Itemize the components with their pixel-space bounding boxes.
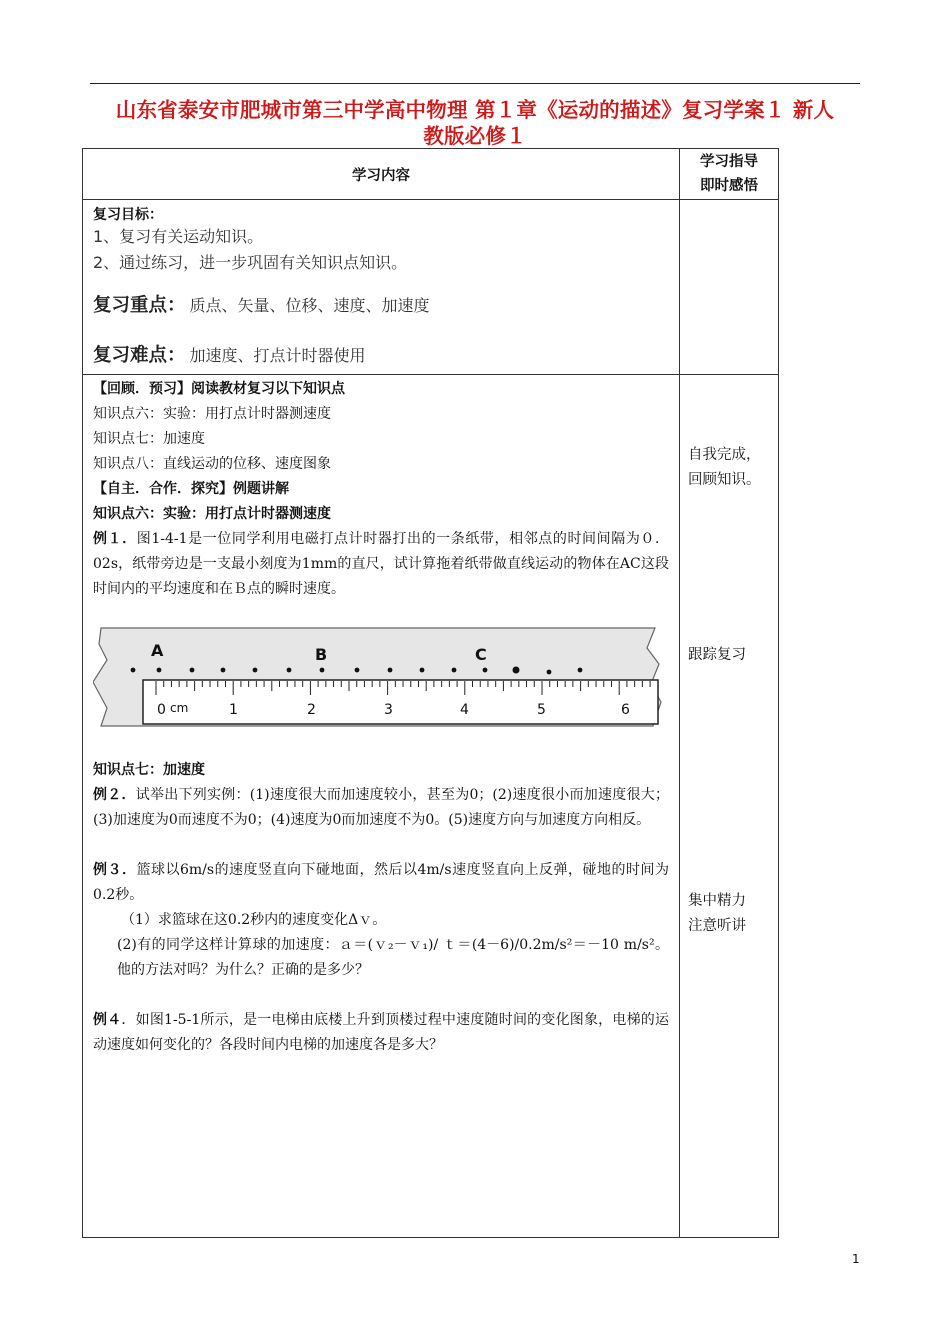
tape-dot [388,668,393,673]
example-3-label: 例３． [93,862,137,878]
tape-dot [355,668,360,673]
ruler-label-a: A [151,641,164,660]
review-point-8: 知识点八：直线运动的位移、速度图象 [93,456,331,472]
tape-dot [513,667,520,674]
review-guide-cell [680,375,779,1238]
goal-item-1: 1、复习有关运动知识。 [93,227,264,246]
review-heading: 【回顾．预习】阅读教材复习以下知识点 [93,381,345,397]
goal-item-2: 2、通过练习，进一步巩固有关知识点知识。 [93,253,408,272]
header-guide [680,149,779,200]
example-3-text: 篮球以6m/s的速度竖直向下碰地面，然后以4m/s速度竖直向上反弹，碰地的时间为0.2秒。 [93,862,670,903]
example-3-question-2: (2)有的同学这样计算球的加速度：ａ＝(ｖ₂－ｖ₁)/ ｔ＝(4－6)/0.2m/s²＝－10 m/s²。他的方法对吗？为什么？正确的是多少？ [117,937,669,978]
example-2 [93,783,669,833]
tape-dot [320,668,325,673]
tape-dot [483,668,488,673]
example-4-text: ．如图1-5-1所示，是一电梯由底楼上升到顶楼过程中速度随时间的变化图象，电梯的运动速度如何变化的？各段时间内电梯的加速度各是多大？ [93,1012,670,1053]
explore-heading: 【自主．合作．探究】例题讲解 [93,481,289,497]
example-3 [93,858,669,908]
guide-focus-line2: 注意听讲 [688,918,746,934]
page-number: 1 [852,1252,860,1266]
ruler-number-1: 1 [229,702,238,718]
guide-focus [688,889,746,939]
tape-dot [253,668,258,673]
example-2-label: 例２． [93,787,136,803]
example-1-label: 例１． [93,531,137,547]
tape-dot [157,668,162,673]
ruler-number-6: 6 [621,702,630,718]
difficult-points-text: 加速度、打点计时器使用 [189,346,366,365]
guide-track-review: 跟踪复习 [688,647,746,663]
example-1 [93,527,669,602]
goals-guide-cell [680,200,779,375]
ruler-number-5: 5 [537,702,546,718]
review-cell [83,375,680,1238]
tape-dot [547,670,552,675]
difficult-points-label: 复习难点： [93,345,186,366]
tape-dot [452,668,457,673]
example-3-question-1: （1）求篮球在这0.2秒内的速度变化Δｖ。 [121,912,387,928]
goals-cell [83,200,680,375]
tape-dot [221,668,226,673]
example-4 [93,1008,669,1058]
title-line-1: 山东省泰安市肥城市第三中学高中物理 第１章《运动的描述》复习学案１ 新人 [115,98,835,122]
title-line-2: 教版必修１ [423,124,527,148]
tape-dot [420,668,425,673]
tape-dot [287,668,292,673]
ruler-label-c: C [475,645,487,664]
ruler-label-b: B [315,645,328,664]
guide-self-line2: 回顾知识。 [688,472,761,488]
tape-dot [131,668,136,673]
tape-dot [190,668,195,673]
header-content: 学习内容 [83,149,680,200]
difficult-points [93,341,679,367]
example-1-text: 图1-4-1是一位同学利用电磁打点计时器打出的一条纸带，相邻点的时间间隔为０．02s，纸带旁边是一支最小刻度为1mm的直尺，试计算拖着纸带做直线运动的物体在AC这段时间内的平均速度和在Ｂ点的瞬时速度。 [93,531,670,597]
key-points-label: 复习重点： [93,295,186,316]
top-rule [90,83,860,84]
ruler-number-2: 2 [307,702,316,718]
review-point-7: 知识点七：加速度 [93,431,205,447]
header-guide-line2: 即时感悟 [700,178,758,194]
example-4-label: 例４ [93,1012,122,1028]
guide-self-line1: 自我完成， [688,447,761,463]
example-2-text: 试举出下列实例：(1)速度很大而加速度较小，甚至为0；(2)速度很小而加速度很大；(3)加速度为0而速度不为0；(4)速度为0而加速度不为0。(5)速度方向与加速度方向相反。 [93,787,669,828]
key-points-text: 质点、矢量、位移、速度、加速度 [189,296,430,315]
guide-self-complete [688,443,761,493]
ruler-tape-svg [93,626,665,728]
header-guide-line1: 学习指导 [700,154,758,170]
study-table [82,148,779,1238]
goals-heading: 复习目标： [93,207,163,223]
ruler-number-3: 3 [384,702,393,718]
document-title [84,97,866,149]
kp7-heading: 知识点七：加速度 [93,762,205,778]
key-points [93,291,679,317]
ruler-number-0: 0 [157,702,166,718]
review-point-6: 知识点六：实验：用打点计时器测速度 [93,406,331,422]
ruler-figure [93,626,665,728]
ruler-unit: cm [170,701,189,715]
kp6-heading: 知识点六：实验：用打点计时器测速度 [93,506,331,522]
guide-focus-line1: 集中精力 [688,893,746,909]
ruler-number-4: 4 [460,702,469,718]
tape-dot [578,668,583,673]
